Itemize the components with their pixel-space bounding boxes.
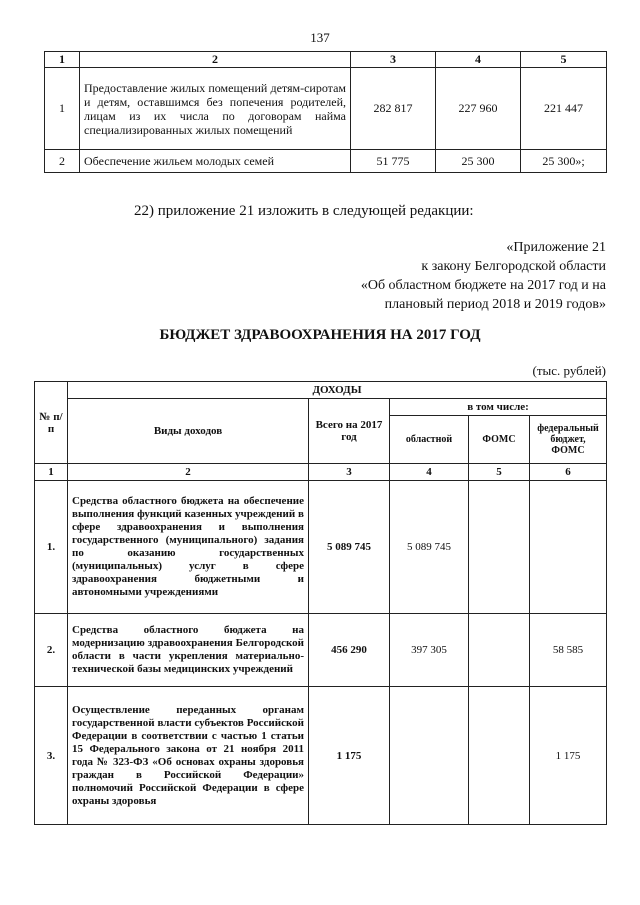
row-description: Предоставление жилых помещений детям-сиротам и детям, оставшимся без попечения родителей, лицам из их числа по договорам найма специализированных жилых помещений [80, 68, 351, 150]
row-number: 2 [45, 150, 80, 173]
page-number: 137 [310, 30, 330, 45]
col-total-header: Всего на 2017 год [309, 399, 390, 464]
header-cell: 2 [80, 52, 351, 68]
numbering-cell: 5 [469, 464, 530, 481]
appendix-line: «Приложение 21 [506, 240, 606, 255]
col-foms-header: ФОМС [469, 416, 530, 464]
row-federal: 1 175 [530, 687, 607, 825]
col-federal-header: федеральный бюджет, ФОМС [530, 416, 607, 464]
numbering-row [35, 464, 607, 481]
col-number-header: № п/п [35, 382, 68, 464]
row-description: Осуществление переданных органам государственной власти субъектов Российской Федерации в соответствии с частью 1 статьи 15 Федерального закона от 21 ноября 2011 года № 323-ФЗ «Об основах охраны здоровья граждан в Российской Федерации» полномочий Российской Федерации в сфере охраны здоровья [68, 687, 309, 825]
header-cell: 3 [351, 52, 436, 68]
units-label: (тыс. рублей) [532, 363, 606, 378]
row-value: 25 300 [436, 150, 521, 173]
numbering-cell: 4 [390, 464, 469, 481]
table-row [35, 687, 607, 825]
row-value: 25 300»; [521, 150, 607, 173]
row-federal [530, 481, 607, 614]
row-number: 3. [35, 687, 68, 825]
row-regional: 397 305 [390, 614, 469, 687]
numbering-cell: 1 [35, 464, 68, 481]
appendix-line: плановый период 2018 и 2019 годов» [384, 297, 606, 312]
col-regional-header: областной [390, 416, 469, 464]
appendix-heading [361, 238, 606, 314]
row-total: 456 290 [309, 614, 390, 687]
housing-table [44, 51, 607, 173]
table-row [45, 68, 607, 150]
row-number: 1 [45, 68, 80, 150]
row-description: Обеспечение жильем молодых семей [80, 150, 351, 173]
row-number: 1. [35, 481, 68, 614]
income-header: ДОХОДЫ [68, 382, 607, 399]
table-row [35, 614, 607, 687]
appendix-line: «Об областном бюджете на 2017 год и на [360, 278, 606, 293]
header-cell: 1 [45, 52, 80, 68]
col-types-header: Виды доходов [68, 399, 309, 464]
health-budget-table [34, 381, 607, 825]
table-header-row [35, 382, 607, 399]
appendix-line: к закону Белгородской области [421, 259, 606, 274]
including-header: в том числе: [390, 399, 607, 416]
row-total: 5 089 745 [309, 481, 390, 614]
row-total: 1 175 [309, 687, 390, 825]
row-value: 51 775 [351, 150, 436, 173]
row-value: 221 447 [521, 68, 607, 150]
table-header-row [35, 399, 607, 416]
numbering-cell: 3 [309, 464, 390, 481]
row-regional: 5 089 745 [390, 481, 469, 614]
row-foms [469, 614, 530, 687]
row-number: 2. [35, 614, 68, 687]
row-value: 282 817 [351, 68, 436, 150]
row-description: Средства областного бюджета на обеспечение выполнения функций казенных учреждений в сфере здравоохранения и выполнения государственного (муниципального) задания по оказанию государственных (муниципальных) услуг в сфере здравоохранения бюджетными и автономными учреждениями [68, 481, 309, 614]
document-title: БЮДЖЕТ ЗДРАВООХРАНЕНИЯ НА 2017 ГОД [159, 327, 481, 343]
header-cell: 4 [436, 52, 521, 68]
row-regional [390, 687, 469, 825]
row-value: 227 960 [436, 68, 521, 150]
numbering-cell: 2 [68, 464, 309, 481]
instruction-text: 22) приложение 21 изложить в следующей редакции: [134, 203, 474, 219]
header-cell: 5 [521, 52, 607, 68]
table-row [45, 150, 607, 173]
row-foms [469, 481, 530, 614]
table-row [35, 481, 607, 614]
row-foms [469, 687, 530, 825]
numbering-cell: 6 [530, 464, 607, 481]
row-federal: 58 585 [530, 614, 607, 687]
table-header-row [45, 52, 607, 68]
row-description: Средства областного бюджета на модернизацию здравоохранения Белгородской области в части укрепления материально-технической базы медицинских учреждений [68, 614, 309, 687]
